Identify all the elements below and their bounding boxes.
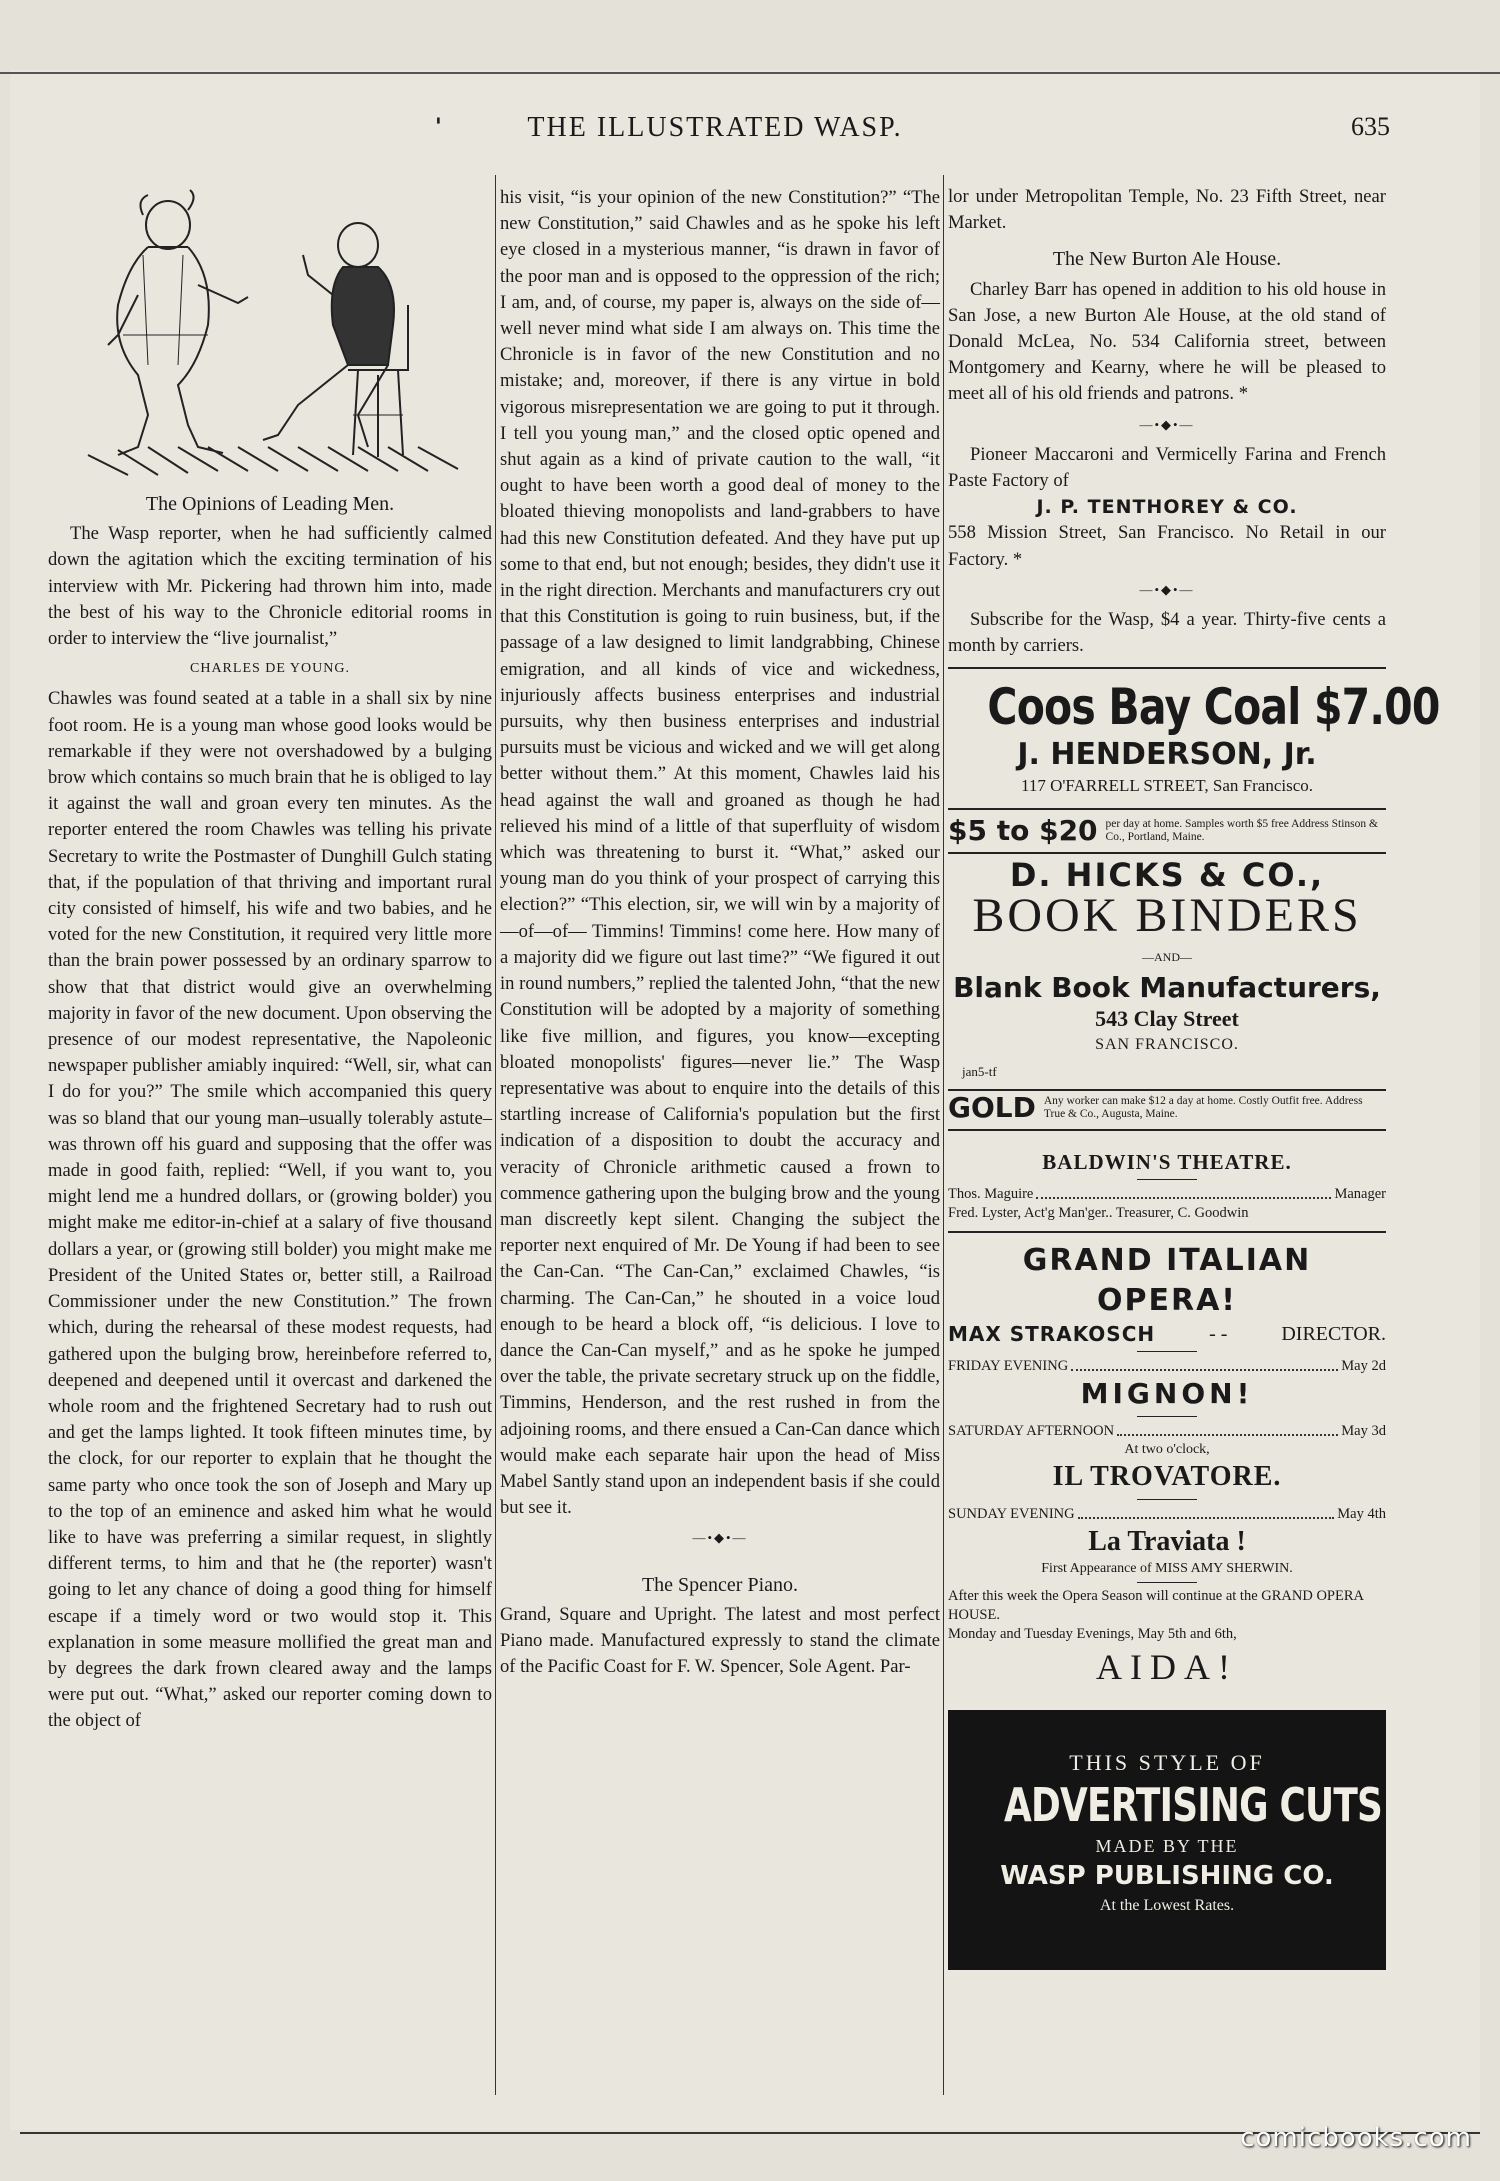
- short-rule: [1137, 1351, 1197, 1352]
- piano-continued: lor under Metropolitan Temple, No. 23 Fifth Street, near Market.: [948, 186, 1386, 234]
- theatre-manager: [948, 1184, 1386, 1204]
- header-mark: ': [435, 114, 442, 140]
- performance-2: [948, 1421, 1386, 1441]
- coal-ad-address: 117 O'FARRELL STREET, San Francisco.: [1020, 776, 1314, 796]
- article-body-2: his visit, “is your opinion of the new Constitution?” “The new Constitution,” said Chawles and as he spoke his left eye closed in a mysterious manner, “is drawn in favor of the poor man and is opposed to the oppression of the rich; I am, and, of course, my paper is, always on the side of—well never mind what side I am always on. This time the Chronicle is in favor of the new Constitution and no mistake; and, moreover, if there is any virtue in bold vigorous misrepresentation we are going to put it through. I tell you young man,” and the closed optic opened and shut again as a kind of private caution to the wall, “it ought to have been worth a good deal of money to the bloated thieving monopolists and land-grabbers to have had this new Constitution defeated. And they have put up some to that end, but not enough; besides, they didn't use it in the right direction. Merchants and manufacturers cry out that this Constitution is going to ruin business, but, if the passage of a law designed to limit landgrabbing, Chinese emigration, and all kinds of vice and wickedness, injuriously affects business enterprises and industrial pursuits, why then business enterprises and industrial pursuits must be vicious and wicked and we will get along better without them.” At this moment, Chawles laid his head against the wall and groaned as though he had relieved his mind of a little of that superfluity of wisdom which was threatening to burst it. “What,” asked our young man do you think of your prospect of carrying this election?” “This election, sir, we will win by a majority of—of—of— Timmins! Timmins! come here. How many of a majority did we figure out last time?” “We figured it out in round numbers,” replied the talented John, “that the new Constitution will be adopted by a majority of something like five million, and figures, you know—excepting bloated monopolists' figures—never lie.” The Wasp representative was about to enquire into the details of this startling increase of California's population but the first indication of a disposition to doubt the accuracy and veracity of Chronicle arithmetic caused a frown to commence gathering upon the bulging brow and the young man discreetly kept silent. Changing the subject the reporter next enquired of Mr. De Young if had been to see the Can-Can. “The Can-Can,” exclaimed Chawles, “is charming. The Can-Can,” he shouted in a voice loud enough to be heard a block off, “is delicious. I love to dance the Can-Can myself,” and as he spoke he jumped over the table, the private secretary struck up on the fiddle, Timmins, Henderson, and the rest rushed in from the adjoining rooms, and there ensued a Can-Can dance which would make each separate hair upon the head of Miss Mabel Santly stand upon an independent basis if she could but see it.: [500, 187, 940, 1519]
- hicks-ad-blank: Blank Book Manufacturers,: [953, 971, 1381, 1005]
- ad-rule: [948, 808, 1386, 810]
- cuts-line-1: THIS STYLE OF: [1069, 1750, 1265, 1776]
- performance-date: May 3d: [1341, 1423, 1386, 1440]
- director-label: DIRECTOR.: [1281, 1323, 1386, 1346]
- column-3: [948, 184, 1440, 1970]
- performance-day: FRIDAY EVENING: [948, 1358, 1069, 1375]
- cartoon-drawing: [48, 185, 492, 485]
- gold-ad-word: GOLD: [948, 1090, 1036, 1124]
- ale-house-body: Charley Barr has opened in addition to his old house in San Jose, a new Burton Ale House, at the old stand of Donald McLea, No. 534 California street, between Montgomery and Kearny, where he will be pleased to meet all of his old friends and patrons. *: [948, 278, 1386, 405]
- performance-title: MIGNON!: [1080, 1377, 1254, 1411]
- performance-time: At two o'clock,: [1124, 1442, 1210, 1458]
- short-rule: [1137, 1499, 1197, 1500]
- performance-date: May 4th: [1337, 1506, 1386, 1523]
- gold-ad: [948, 1090, 1386, 1124]
- manager-role: Manager: [1334, 1186, 1386, 1203]
- cuts-line-3: MADE BY THE: [1095, 1835, 1239, 1856]
- performance-1: [948, 1356, 1386, 1376]
- column-rule-1: [495, 175, 496, 2095]
- watermark: comicbooks.com: [1240, 2123, 1472, 2153]
- director-name: MAX STRAKOSCH: [948, 1322, 1156, 1347]
- hicks-ad-and: —AND—: [1142, 950, 1192, 965]
- ale-house-heading: The New Burton Ale House.: [1052, 248, 1282, 271]
- column-rule-2: [943, 175, 944, 2095]
- subscribe-notice: Subscribe for the Wasp, $4 a year. Thirty-five cents a month by carriers.: [948, 609, 1386, 657]
- manager-name: Thos. Maguire: [948, 1186, 1034, 1203]
- theatre-title: BALDWIN'S THEATRE.: [1042, 1150, 1292, 1175]
- divider-ornament: —•◆•—: [1139, 416, 1195, 432]
- performance-note: First Appearance of MISS AMY SHERWIN.: [1041, 1561, 1293, 1577]
- hicks-ad-city: SAN FRANCISCO.: [1095, 1036, 1239, 1054]
- performance-date: May 2d: [1341, 1358, 1386, 1375]
- page-number: 635: [1351, 112, 1390, 141]
- masthead-title: THE ILLUSTRATED WASP.: [527, 112, 903, 143]
- performance-title: La Traviata !: [1088, 1526, 1246, 1558]
- ad-rule: [948, 852, 1386, 854]
- ad-rule: [948, 1231, 1386, 1233]
- advertising-cuts-ad: [948, 1710, 1386, 1970]
- column-2: [500, 185, 940, 1680]
- piano-heading: The Spencer Piano.: [641, 1573, 799, 1596]
- theatre-staff: Fred. Lyster, Act'g Man'ger.. Treasurer, C. Goodwin: [948, 1205, 1249, 1222]
- article-body-1: Chawles was found seated at a table in a shall six by nine foot room. He is a young man whose good looks would be remarkable if they were not overshadowed by a bulging brow which contains so much brain that he is obliged to lay it against the wall and groan every ten minutes. As the reporter entered the room Chawles was telling his private Secretary to write the Postmaster of Dunghill Gulch stating that, if the population of that thriving and important rural city consisted of himself, his wife and two babies, and he voted for the new Constitution, it required very little more than the brain power possessed by an ordinary sparrow to show that that district would give an overwhelming majority in favor of the new document. Upon observing the presence of our modest representative, the Napoleonic newspaper publisher amiably inquired: “Well, sir, what can I do for you?” The smile which accompanied this query was so bland that our young man–usually tolerably astute–was thrown off his guard and supposing that the offer was made in good faith, replied: “Well, if you want to, you might lend me a hundred dollars, or (growing bolder) you might make me editor-in-chief at a salary of five thousand dollars a year, or (growing still bolder) you might make me President of the United States or, better still, a Railroad Commissioner under the new Constitution.” The frown which, during the rehearsal of these modest requests, had gathered upon the bulging brow, hereinbefore referred to, deepened and deepened until it overcast and darkened the whole room and the frightened Secretary had to rush out and get the lamps lighted. It took fifteen minutes time, by the clock, for our reporter to explain that he thought the same party who once took the son of Joseph and Mary up to the top of an eminence and asked him what he would like to have was preferring a similar request, in slightly different terms, to him and that he (the reporter) wasn't going to let any chance of doing a good thing for himself escape if a timely word or two would stop it. This explanation in some measure mollified the great man and by degrees the dark frown cleared away and the lamps were put out. “What,” asked our reporter coming down to the object of: [48, 688, 492, 1732]
- cuts-line-2: ADVERTISING CUTS: [1003, 1777, 1383, 1832]
- ad-rule: [948, 667, 1386, 669]
- pioneer-address: 558 Mission Street, San Francisco. No Retail in our Factory. *: [948, 522, 1386, 570]
- pioneer-body: Pioneer Maccaroni and Vermicelly Farina and French Paste Factory of: [948, 443, 1386, 492]
- performance-3: [948, 1504, 1386, 1524]
- ad-rule: [948, 1129, 1386, 1131]
- short-rule: [1137, 1179, 1197, 1180]
- pioneer-name: J. P. TENTHOREY & CO.: [1036, 496, 1298, 519]
- performance-day: SATURDAY AFTERNOON: [948, 1423, 1115, 1440]
- piano-body: Grand, Square and Upright. The latest and most perfect Piano made. Manufactured expressly to stand the climate of the Pacific Coast for F. W. Spencer, Sole Agent. Par-: [500, 1603, 940, 1678]
- article-byline: CHARLES DE YOUNG.: [190, 661, 350, 677]
- short-rule: [1137, 1582, 1197, 1583]
- stinson-ad: [948, 813, 1386, 847]
- article-intro: The Wasp reporter, when he had sufficiently calmed down the agitation which the exciting termination of his interview with Mr. Pickering had thrown him into, made the best of his way to the Chronicle editorial rooms in order to interview the “live journalist,”: [48, 523, 492, 650]
- stinson-ad-text: per day at home. Samples worth $5 free Address Stinson & Co., Portland, Maine.: [1105, 817, 1378, 843]
- hicks-ad-name: D. HICKS & CO.,: [1009, 855, 1325, 894]
- hicks-ad-code: jan5-tf: [962, 1063, 997, 1079]
- divider-ornament: —•◆•—: [1139, 581, 1195, 597]
- aida-title: AIDA!: [1096, 1647, 1238, 1688]
- short-rule: [1137, 1416, 1197, 1417]
- gold-ad-text: Any worker can make $12 a day at home. Costly Outfit free. Address True & Co., Augusta, Maine.: [1043, 1094, 1363, 1120]
- page-header: [40, 112, 1390, 148]
- stinson-ad-amount: $5 to $20: [948, 813, 1098, 847]
- hicks-ad-street: 543 Clay Street: [1095, 1006, 1239, 1032]
- top-rule: [0, 72, 1500, 74]
- opera-director: [948, 1321, 1386, 1347]
- opera-headline: GRAND ITALIAN OPERA!: [1022, 1243, 1312, 1319]
- column-1: [48, 185, 492, 1735]
- director-dash: - -: [1209, 1323, 1228, 1346]
- opera-season-note: After this week the Opera Season will continue at the GRAND OPERA HOUSE.: [948, 1588, 1364, 1624]
- performance-title: IL TROVATORE.: [1052, 1461, 1282, 1493]
- coal-ad-name: J. HENDERSON, Jr.: [1017, 737, 1317, 773]
- cuts-line-4: WASP PUBLISHING CO.: [1000, 1860, 1334, 1891]
- cartoon-illustration: [48, 185, 492, 485]
- hicks-ad-trade: BOOK BINDERS: [972, 889, 1362, 943]
- opera-season-dates: Monday and Tuesday Evenings, May 5th and 6th,: [948, 1626, 1237, 1643]
- performance-day: SUNDAY EVENING: [948, 1506, 1075, 1523]
- coal-ad-headline: Coos Bay Coal $7.00: [987, 678, 1440, 737]
- cuts-line-5: At the Lowest Rates.: [1099, 1897, 1235, 1915]
- article-heading: The Opinions of Leading Men.: [145, 493, 395, 515]
- divider-ornament: —•◆•—: [692, 1530, 748, 1546]
